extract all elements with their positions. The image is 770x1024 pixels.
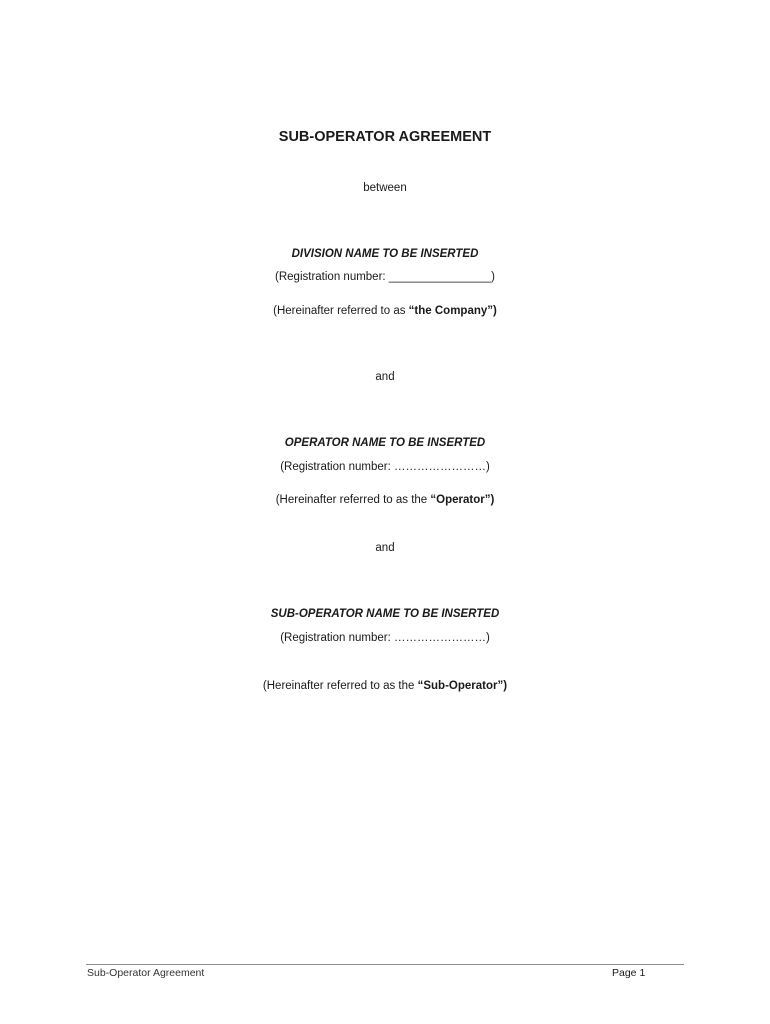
- operator-referred-as: [0, 493, 770, 507]
- operator-referred-prefix: (Hereinafter referred to as the: [275, 494, 431, 506]
- company-referred-as: [0, 304, 770, 318]
- footer-divider: [86, 964, 684, 965]
- operator-name: OPERATOR NAME TO BE INSERTED: [284, 437, 486, 449]
- and-text: and: [375, 371, 395, 383]
- and-text-2: and: [375, 542, 395, 554]
- between-text: between: [363, 182, 407, 194]
- footer-document-name: Sub-Operator Agreement: [87, 967, 205, 979]
- operator-registration: (Registration number: ……………………): [280, 461, 490, 473]
- company-referred-term: “the Company”): [408, 305, 497, 317]
- sub-operator-referred-term: “Sub-Operator”): [417, 680, 508, 692]
- company-registration: (Registration number: ________________): [275, 271, 495, 283]
- sub-operator-referred-prefix: (Hereinafter referred to as the: [262, 680, 418, 692]
- sub-operator-registration: (Registration number: ……………………): [280, 632, 490, 644]
- footer-page-number: Page 1: [612, 967, 646, 979]
- document-title: SUB-OPERATOR AGREEMENT: [278, 129, 492, 145]
- sub-operator-referred-as: [0, 679, 770, 693]
- company-referred-prefix: (Hereinafter referred to as: [273, 305, 409, 317]
- company-name: DIVISION NAME TO BE INSERTED: [291, 248, 479, 260]
- sub-operator-name: SUB-OPERATOR NAME TO BE INSERTED: [270, 608, 500, 620]
- operator-referred-term: “Operator”): [430, 494, 495, 506]
